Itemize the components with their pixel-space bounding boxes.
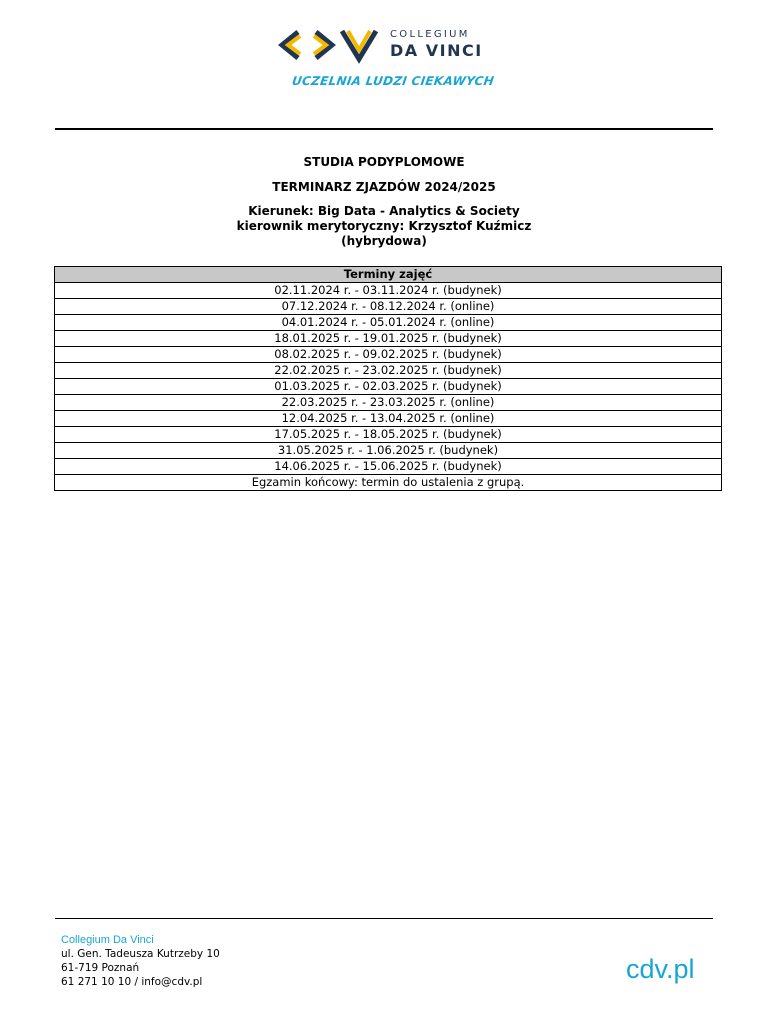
table-row xyxy=(55,347,722,363)
table-cell: 02.11.2024 r. - 03.11.2024 r. (budynek) xyxy=(55,283,722,299)
table-row xyxy=(55,299,722,315)
footer-contact: 61 271 10 10 / info@cdv.pl xyxy=(61,976,203,988)
footer-street: ul. Gen. Tadeusza Kutrzeby 10 xyxy=(61,948,220,960)
schedule-table xyxy=(54,266,722,491)
table-header-row xyxy=(55,267,722,283)
table-cell: 22.03.2025 r. - 23.03.2025 r. (online) xyxy=(55,395,722,411)
footer-divider xyxy=(55,918,713,919)
table-row xyxy=(55,379,722,395)
footer-city: 61-719 Poznań xyxy=(61,962,140,974)
table-cell: 08.02.2025 r. - 09.02.2025 r. (budynek) xyxy=(55,347,722,363)
table-cell: 04.01.2024 r. - 05.01.2024 r. (online) xyxy=(55,315,722,331)
table-row xyxy=(55,411,722,427)
program-director: kierownik merytoryczny: Krzysztof Kuźmicz xyxy=(236,219,532,233)
brand-name-small: COLLEGIUM xyxy=(390,29,470,40)
document-title: STUDIA PODYPLOMOWE xyxy=(303,155,465,169)
table-cell: 12.04.2025 r. - 13.04.2025 r. (online) xyxy=(55,411,722,427)
document-subtitle: TERMINARZ ZJAZDÓW 2024/2025 xyxy=(272,180,496,194)
table-row xyxy=(55,475,722,491)
table-cell: 31.05.2025 r. - 1.06.2025 r. (budynek) xyxy=(55,443,722,459)
brand-tagline: UCZELNIA LUDZI CIEKAWYCH xyxy=(291,74,496,88)
footer-org-name: Collegium Da Vinci xyxy=(61,934,154,946)
table-cell: 07.12.2024 r. - 08.12.2024 r. (online) xyxy=(55,299,722,315)
brand-name-big: DA VINCI xyxy=(390,41,483,60)
table-header-cell: Terminy zajęć xyxy=(55,267,722,283)
table-row xyxy=(55,459,722,475)
table-row xyxy=(55,283,722,299)
table-row xyxy=(55,443,722,459)
table-row xyxy=(55,331,722,347)
table-cell: 17.05.2025 r. - 18.05.2025 r. (budynek) xyxy=(55,427,722,443)
footer-website: cdv.pl xyxy=(626,954,695,984)
footer-address xyxy=(61,933,220,989)
table-row xyxy=(55,395,722,411)
cdv-logo-mark xyxy=(278,26,383,66)
table-row xyxy=(55,363,722,379)
field-of-study: Kierunek: Big Data - Analytics & Society xyxy=(248,204,520,218)
study-mode: (hybrydowa) xyxy=(341,234,427,248)
table-row xyxy=(55,427,722,443)
table-cell: Egzamin końcowy: termin do ustalenia z grupą. xyxy=(55,475,722,491)
table-cell: 01.03.2025 r. - 02.03.2025 r. (budynek) xyxy=(55,379,722,395)
header-divider xyxy=(55,128,713,130)
table-cell: 14.06.2025 r. - 15.06.2025 r. (budynek) xyxy=(55,459,722,475)
table-cell: 18.01.2025 r. - 19.01.2025 r. (budynek) xyxy=(55,331,722,347)
table-row xyxy=(55,315,722,331)
table-cell: 22.02.2025 r. - 23.02.2025 r. (budynek) xyxy=(55,363,722,379)
